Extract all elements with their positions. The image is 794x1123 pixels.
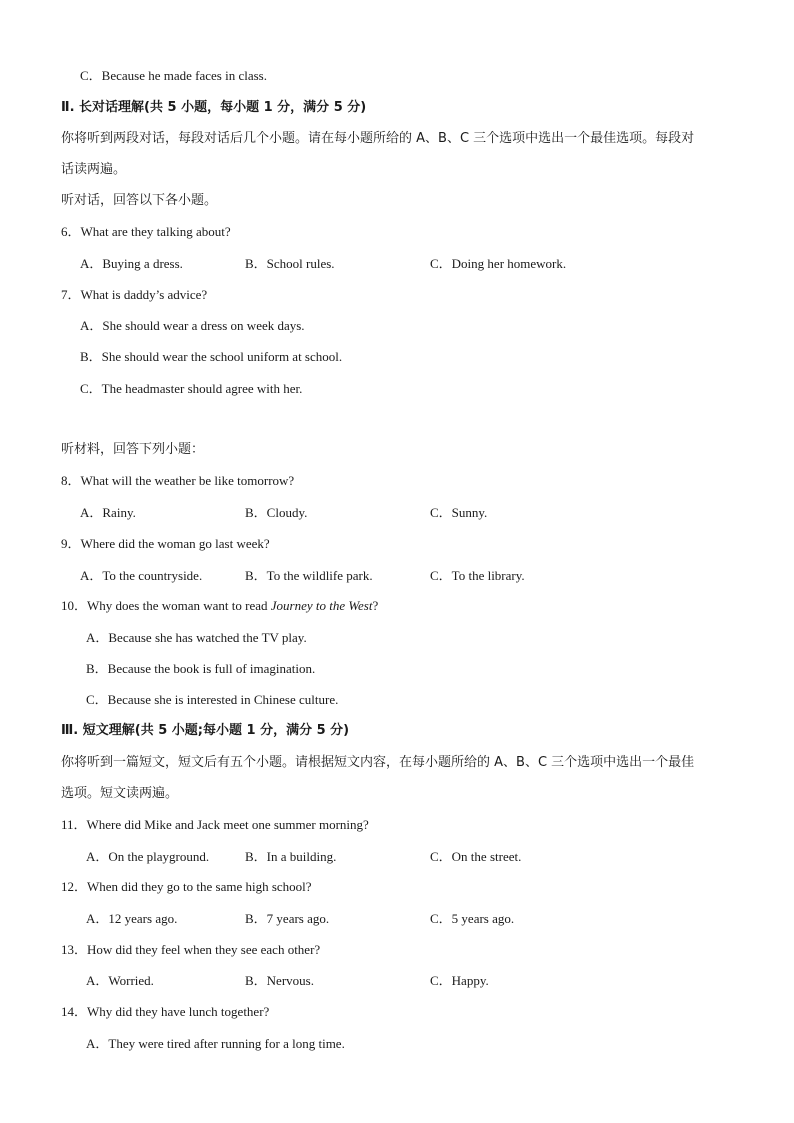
dialogue-1-prompt: 听对话，回答以下各小题。 [61,193,218,208]
question-9: 9．Where did the woman go last week? [61,536,270,551]
q13-option-b: B．Nervous. [245,973,314,988]
question-10-stem: 10．Why does the woman want to read [61,598,271,613]
q11-option-c: C．On the street. [430,849,522,864]
question-6: 6．What are they talking about? [61,224,231,239]
q8-option-b: B．Cloudy. [245,505,308,520]
q8-option-a: A．Rainy. [80,505,136,520]
q6-option-c: C．Doing her homework. [430,256,567,271]
question-10-mark: ? [372,598,379,613]
q10-option-b: B．Because the book is full of imagination. [86,661,316,676]
q10-option-a: A．Because she has watched the TV play. [86,630,307,645]
section-3-instruction: 你将听到一篇短文，短文后有五个小题。请根据短文内容，在每小题所给的 A、B、C 三个选项中选出一个最佳 [61,755,695,770]
question-8: 8．What will the weather be like tomorrow? [61,473,295,488]
q6-option-b: B．School rules. [245,256,335,271]
q13-option-c: C．Happy. [430,973,489,988]
q7-option-b: B．She should wear the school uniform at school. [80,349,343,364]
q9-option-b: B．To the wildlife park. [245,568,373,583]
q8-option-c: C．Sunny. [430,505,488,520]
question-14: 14．Why did they have lunch together? [61,1004,270,1019]
q11-option-b: B．In a building. [245,849,337,864]
book-title: Journey to the West [270,598,373,613]
q10-option-c: C．Because she is interested in Chinese culture. [86,692,339,707]
q7-option-c: C．The headmaster should agree with her. [80,381,303,396]
q9-option-c: C．To the library. [430,568,525,583]
section-3-instruction-cont: 选项。短文读两遍。 [61,786,179,801]
q9-option-a: A．To the countryside. [80,568,203,583]
dialogue-2-prompt: 听材料，回答下列小题： [61,442,205,457]
q14-option-a: A．They were tired after running for a long time. [86,1036,345,1051]
question-13: 13．How did they feel when they see each other? [61,942,321,957]
section-2-heading: Ⅱ. 长对话理解(共 5 小题，每小题 1 分，满分 5 分) [61,100,367,115]
q11-option-a: A．On the playground. [86,849,210,864]
question-10 [61,597,378,615]
q6-option-a: A．Buying a dress. [80,256,183,271]
section-2-instruction-cont: 话读两遍。 [61,162,127,177]
question-11: 11．Where did Mike and Jack meet one summer morning? [61,817,369,832]
question-12: 12．When did they go to the same high school? [61,879,312,894]
q12-option-a: A．12 years ago. [86,911,178,926]
q13-option-a: A．Worried. [86,973,154,988]
q12-option-b: B．7 years ago. [245,911,330,926]
section-3-heading: Ⅲ. 短文理解(共 5 小题;每小题 1 分，满分 5 分) [61,723,350,738]
q5-option-c: C．Because he made faces in class. [80,68,267,83]
q7-option-a: A．She should wear a dress on week days. [80,318,305,333]
question-7: 7．What is daddy’s advice? [61,287,208,302]
q12-option-c: C．5 years ago. [430,911,515,926]
section-2-instruction: 你将听到两段对话，每段对话后几个小题。请在每小题所给的 A、B、C 三个选项中选出一个最佳选项。每段对 [61,131,695,146]
